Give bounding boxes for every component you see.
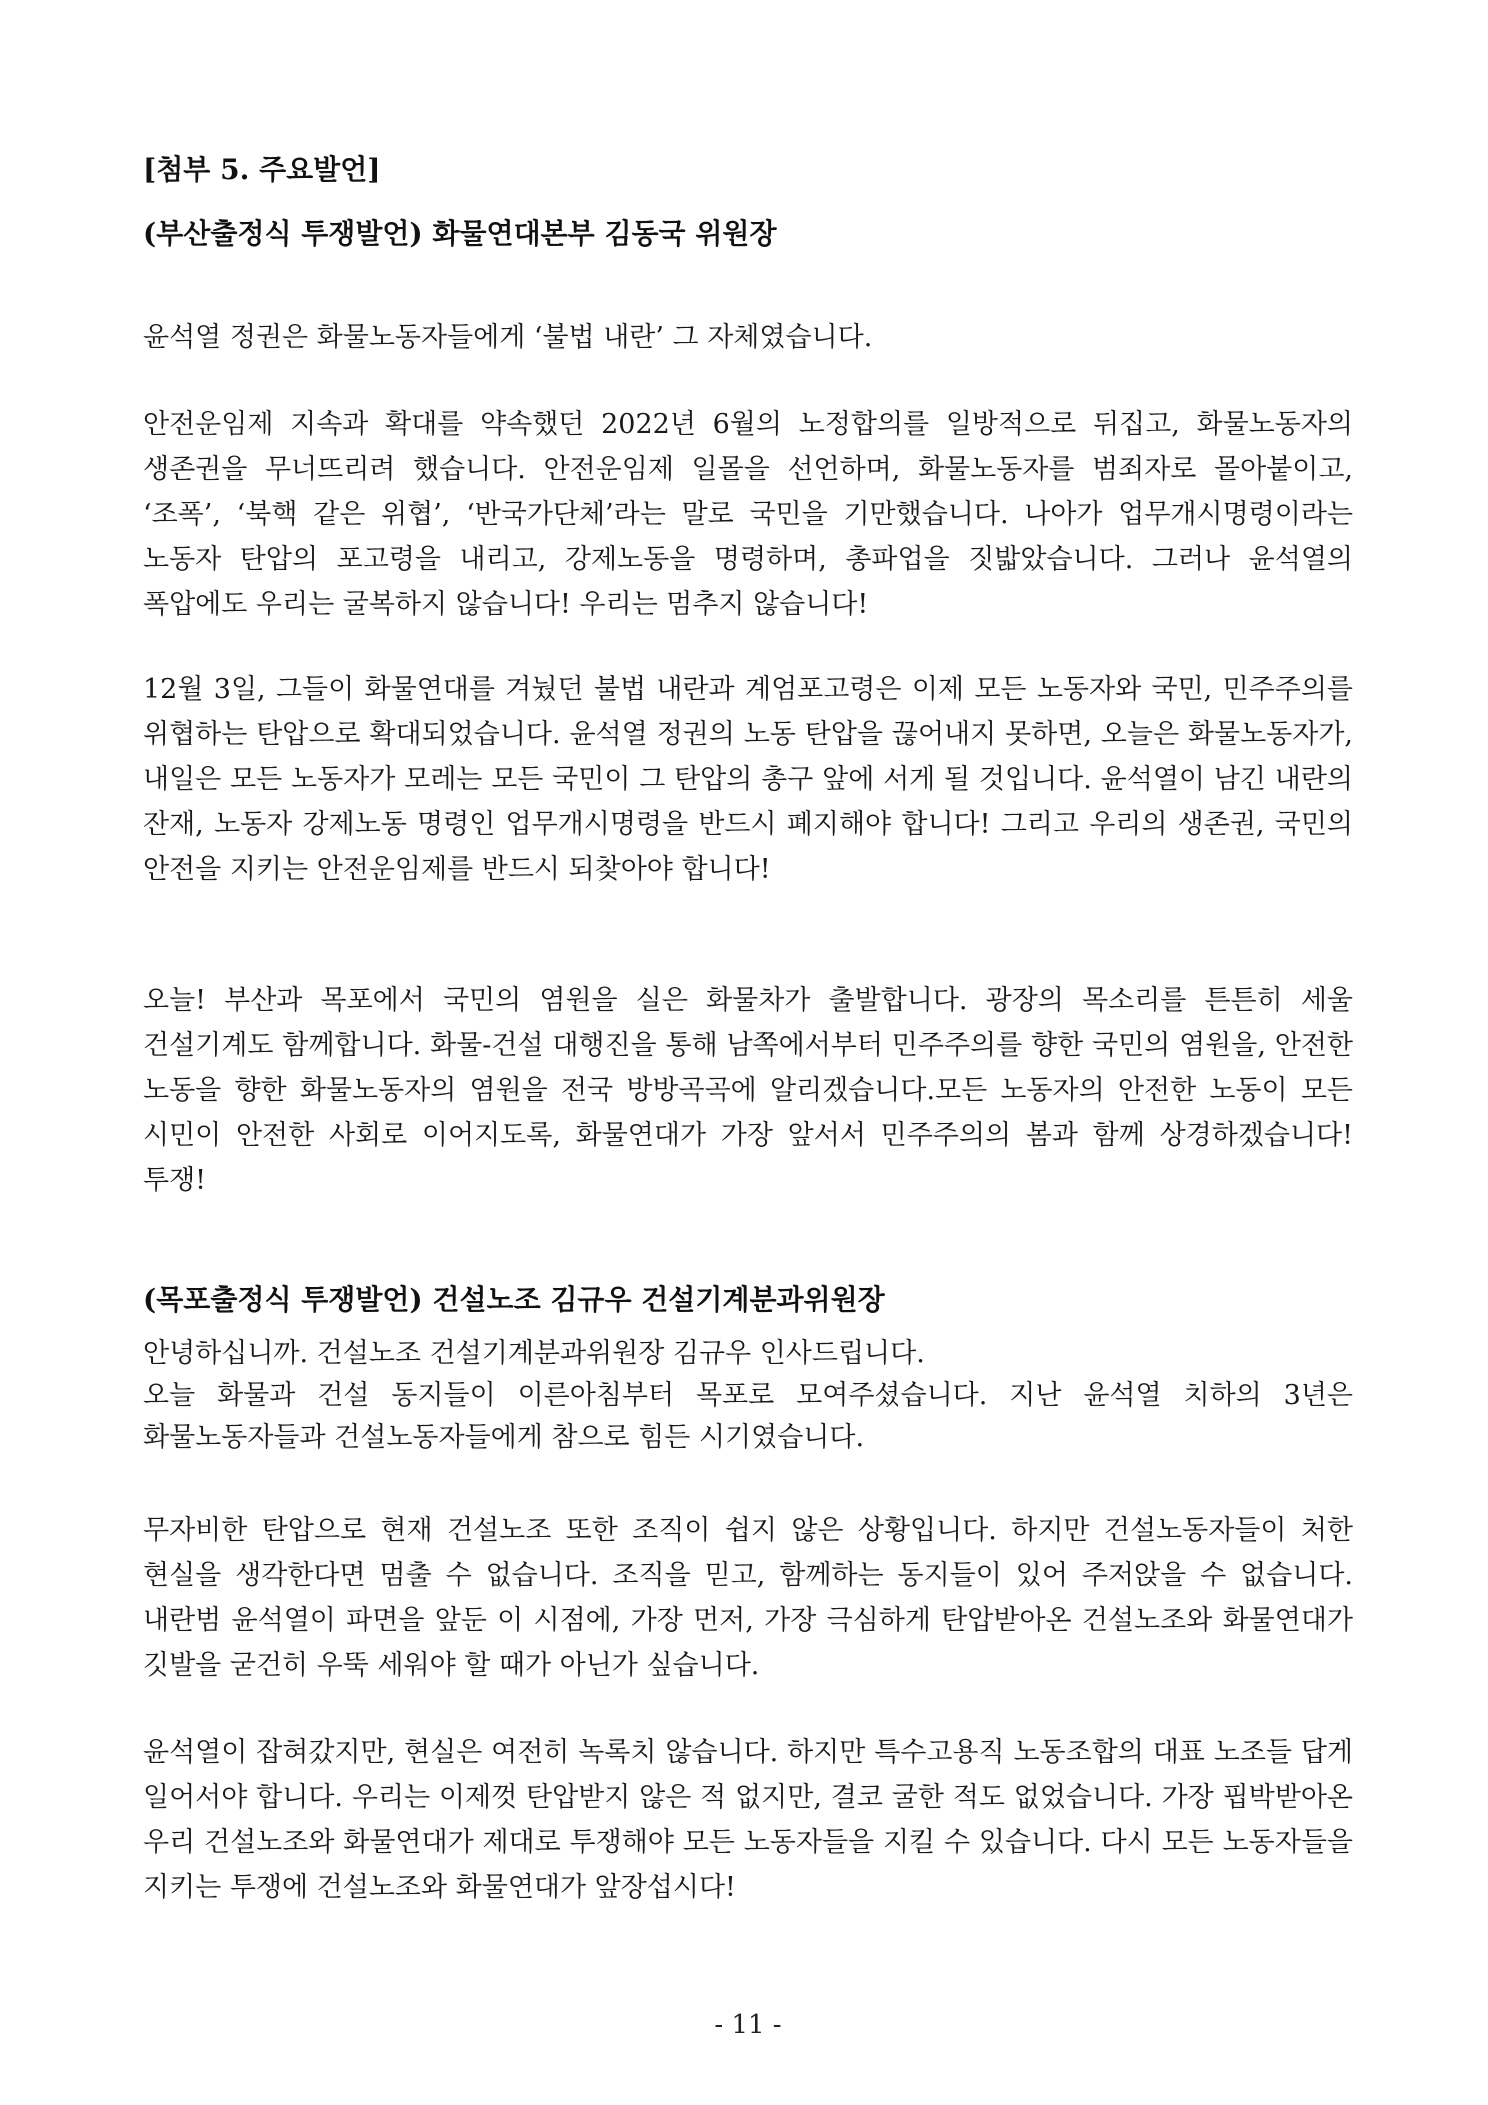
paragraph: 윤석열 정권은 화물노동자들에게 ‘불법 내란’ 그 자체였습니다. [143, 322, 873, 353]
paragraph: 안전운임제 지속과 확대를 약속했던 2022년 6월의 노정합의를 일방적으로 뒤집고, 화물노동자의 생존권을 무너뜨리려 했습니다. 안전운임제 일몰을 선언하며, 화물노동자를 범죄자로 몰아붙이고, ‘조폭’, ‘북핵 같은 위협’, ‘반국가단체’라는 말로 국민을 기만했습니다. 나아가 업무개시명령이라는 노동자 탄압의 포고령을 내리고, 강제노동을 명령하며, 총파업을 짓밟았습니다. 그러나 윤석열의 폭압에도 우리는 굴복하지 않습니다! 우리는 멈추지 않습니다! [143, 409, 1353, 620]
document-page [143, 0, 1353, 2105]
paragraph: 안녕하십니까. 건설노조 건설기계분과위원장 김규우 인사드립니다. [143, 1338, 925, 1369]
paragraph: 오늘 화물과 건설 동지들이 이른아침부터 목포로 모여주셨습니다. 지난 윤석열 치하의 3년은 화물노동자들과 건설노동자들에게 참으로 힘든 시기였습니다. [143, 1380, 1353, 1453]
section-heading-mokpo: (목포출정식 투쟁발언) 건설노조 김규우 건설기계분과위원장 [143, 1283, 885, 1316]
paragraph: 윤석열이 잡혀갔지만, 현실은 여전히 녹록치 않습니다. 하지만 특수고용직 노동조합의 대표 노조들 답게 일어서야 합니다. 우리는 이제껏 탄압받지 않은 적 없지만, 결코 굴한 적도 없었습니다. 가장 핍박받아온 우리 건설노조와 화물연대가 제대로 투쟁해야 모든 노동자들을 지킬 수 있습니다. 다시 모든 노동자들을 지키는 투쟁에 건설노조와 화물연대가 앞장섭시다! [143, 1737, 1353, 1903]
paragraph: 무자비한 탄압으로 현재 건설노조 또한 조직이 쉽지 않은 상황입니다. 하지만 건설노동자들이 처한 현실을 생각한다면 멈출 수 없습니다. 조직을 믿고, 함께하는 동지들이 있어 주저앉을 수 없습니다. 내란범 윤석열이 파면을 앞둔 이 시점에, 가장 먼저, 가장 극심하게 탄압받아온 건설노조와 화물연대가 깃발을 굳건히 우뚝 세워야 할 때가 아닌가 싶습니다. [143, 1515, 1353, 1681]
page-number: - 11 - [714, 2010, 782, 2040]
paragraph: 오늘! 부산과 목포에서 국민의 염원을 실은 화물차가 출발합니다. 광장의 목소리를 튼튼히 세울 건설기계도 함께합니다. 화물-건설 대행진을 통해 남쪽에서부터 민주주의를 향한 국민의 염원을, 안전한 노동을 향한 화물노동자의 염원을 전국 방방곡곡에 알리겠습니다.모든 노동자의 안전한 노동이 모든 시민이 안전한 사회로 이어지도록, 화물연대가 가장 앞서서 민주주의의 봄과 함께 상경하겠습니다! 투쟁! [143, 985, 1353, 1196]
attachment-title: [첨부 5. 주요발언] [143, 153, 381, 186]
section-heading-busan: (부산출정식 투쟁발언) 화물연대본부 김동국 위원장 [143, 217, 777, 250]
paragraph: 12월 3일, 그들이 화물연대를 겨눴던 불법 내란과 계엄포고령은 이제 모든 노동자와 국민, 민주주의를 위협하는 탄압으로 확대되었습니다. 윤석열 정권의 노동 탄압을 끊어내지 못하면, 오늘은 화물노동자가, 내일은 모든 노동자가 모레는 모든 국민이 그 탄압의 총구 앞에 서게 될 것입니다. 윤석열이 남긴 내란의 잔재, 노동자 강제노동 명령인 업무개시명령을 반드시 폐지해야 합니다! 그리고 우리의 생존권, 국민의 안전을 지키는 안전운임제를 반드시 되찾아야 합니다! [143, 674, 1353, 885]
